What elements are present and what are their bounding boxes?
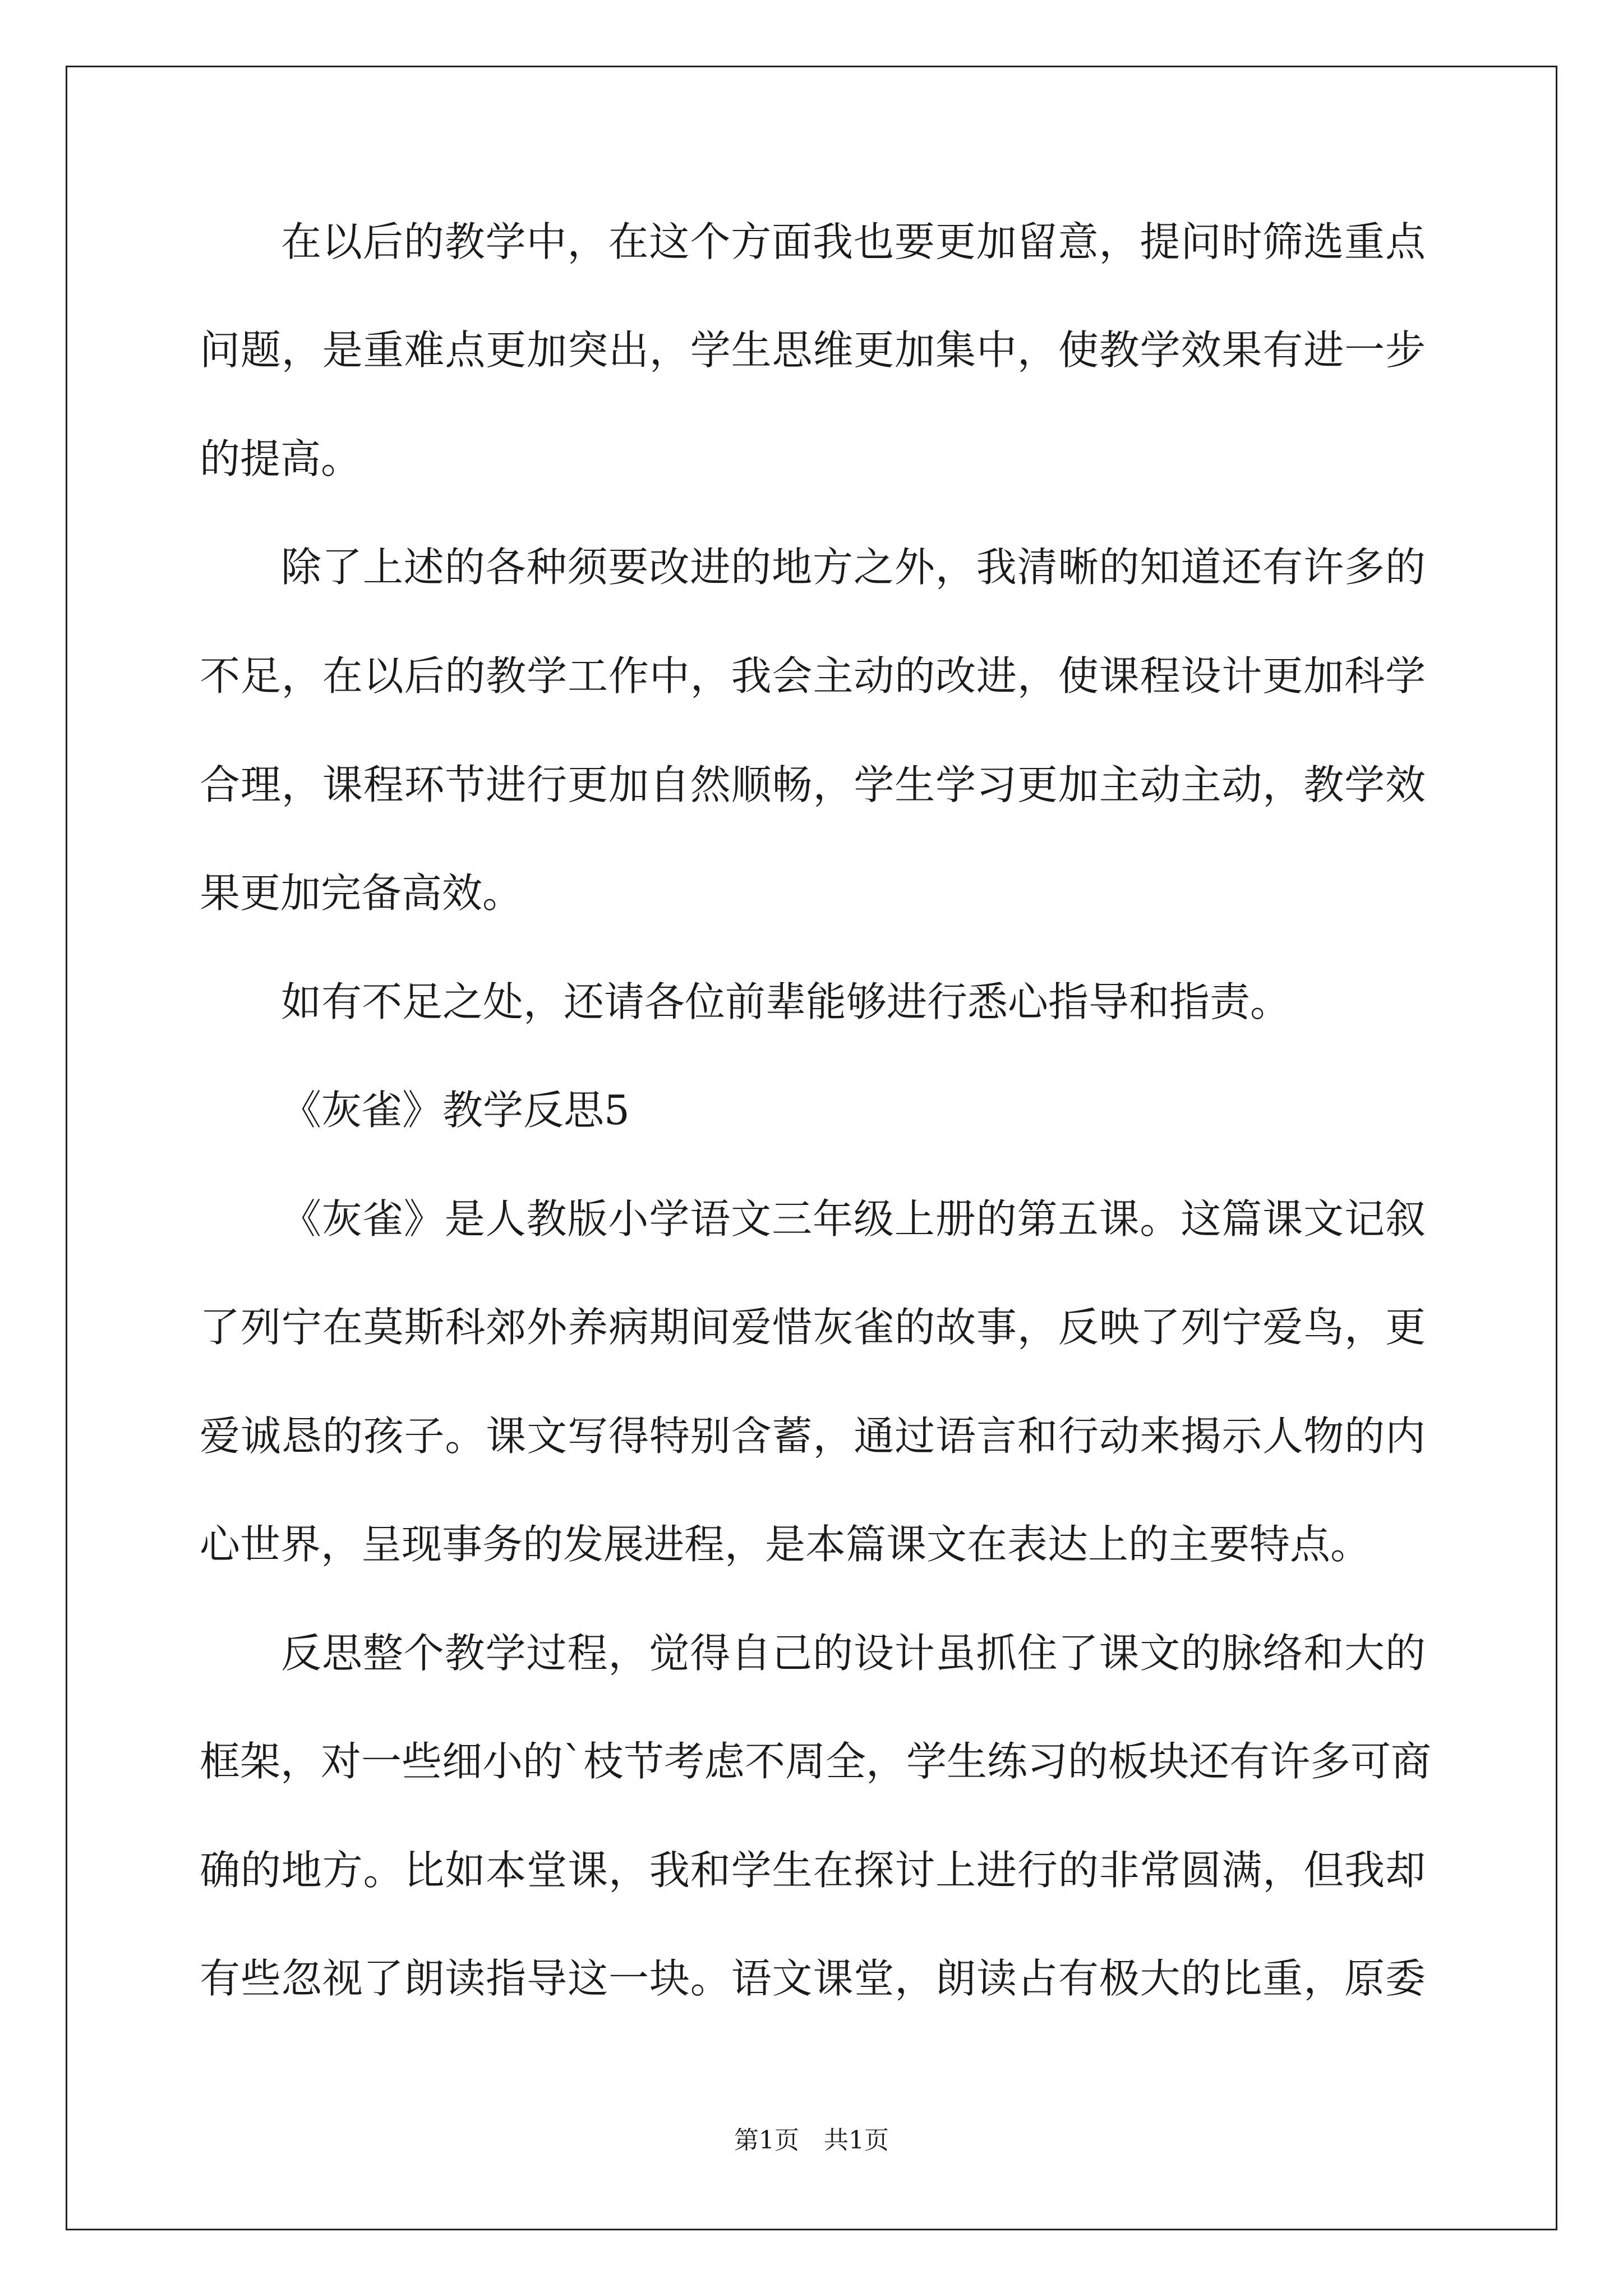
text-line: 果更加完备高效。	[200, 869, 523, 917]
text-line: 《灰雀》是人教版小学语文三年级上册的第五课。这篇课文记叙	[281, 1195, 1426, 1243]
text-line: 心世界，呈现事务的发展进程，是本篇课文在表达上的主要特点。	[200, 1521, 1371, 1568]
text-line: 不足，在以后的教学工作中，我会主动的改进，使课程设计更加科学	[200, 652, 1426, 700]
page-footer	[0, 2124, 1623, 2157]
text-line: 了列宁在莫斯科郊外养病期间爱惜灰雀的故事，反映了列宁爱鸟，更	[200, 1304, 1426, 1351]
text-line: 确的地方。比如本堂课，我和学生在探讨上进行的非常圆满，但我却	[200, 1847, 1426, 1894]
page-number: 第1页	[734, 2126, 799, 2155]
text-line: 反思整个教学过程，觉得自己的设计虽抓住了课文的脉络和大的	[281, 1630, 1426, 1677]
page-border	[66, 66, 1557, 2230]
text-line: 的提高。	[200, 435, 362, 482]
section-heading: 《灰雀》教学反思5	[281, 1087, 630, 1134]
text-line: 有些忽视了朗读指导这一块。语文课堂，朗读占有极大的比重，原委	[200, 1955, 1426, 2002]
text-line: 框架，对一些细小的`枝节考虑不周全，学生练习的板块还有许多可商	[200, 1738, 1432, 1785]
text-line: 问题，是重难点更加突出，学生思维更加集中，使教学效果有进一步	[200, 326, 1426, 374]
text-line: 在以后的教学中，在这个方面我也要更加留意，提问时筛选重点	[281, 218, 1426, 265]
text-line: 爱诚恳的孩子。课文写得特别含蓄，通过语言和行动来揭示人物的内	[200, 1412, 1426, 1460]
text-line: 合理，课程环节进行更加自然顺畅，学生学习更加主动主动，教学效	[200, 761, 1426, 808]
text-line: 除了上述的各种须要改进的地方之外，我清晰的知道还有许多的	[281, 544, 1426, 591]
text-line: 如有不足之处，还请各位前辈能够进行悉心指导和指责。	[281, 978, 1291, 1025]
page-total: 共1页	[824, 2126, 889, 2155]
